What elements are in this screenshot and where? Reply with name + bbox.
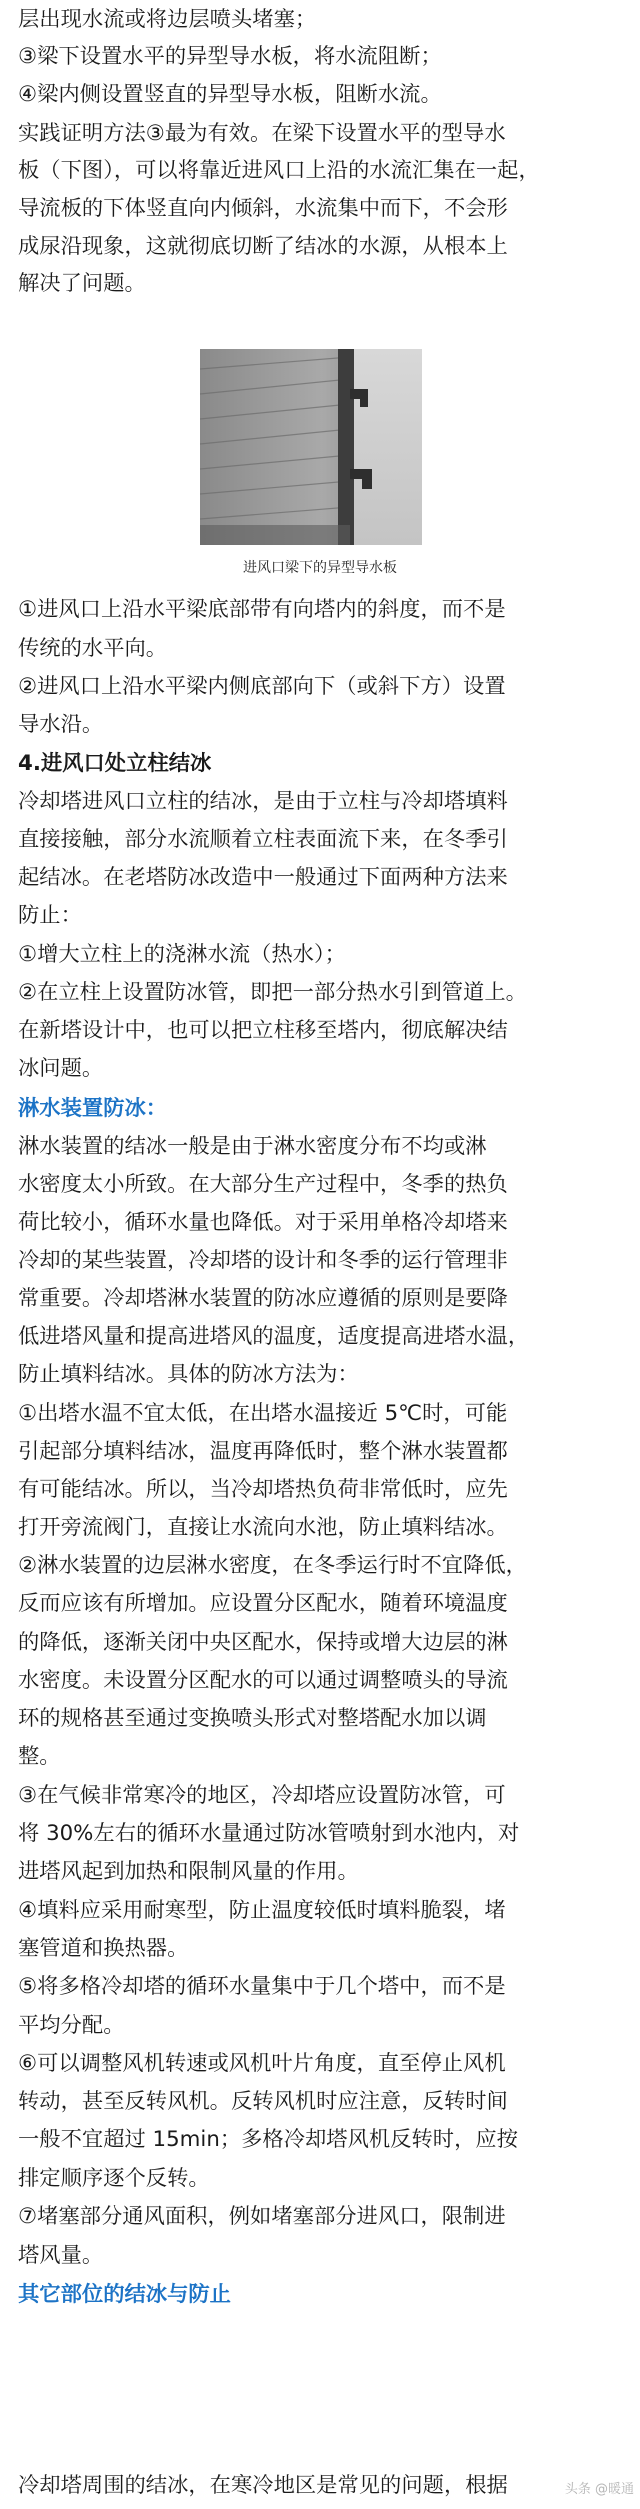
paragraph-line: 排定顺序逐个反转。 xyxy=(18,2166,210,2191)
paragraph-line: 有可能结冰。所以，当冷却塔热负荷非常低时，应先 xyxy=(18,1477,508,1502)
paragraph-line: ⑦堵塞部分通风面积，例如堵塞部分进风口，限制进 xyxy=(18,2204,506,2229)
paragraph-line: 防止填料结冰。具体的防冰方法为： xyxy=(18,1362,359,1387)
paragraph-line: ①进风口上沿水平梁底部带有向塔内的斜度，而不是 xyxy=(18,597,506,622)
paragraph-line: 在新塔设计中，也可以把立柱移至塔内，彻底解决结 xyxy=(18,1018,508,1043)
paragraph-line: ②进风口上沿水平梁内侧底部向下（或斜下方）设置 xyxy=(18,674,506,699)
paragraph-line: 反而应该有所增加。应设置分区配水，随着环境温度 xyxy=(18,1591,508,1616)
paragraph-line: ②在立柱上设置防冰管，即把一部分热水引到管道上。 xyxy=(18,980,527,1005)
section-heading-blue: 其它部位的结冰与防止 xyxy=(18,2282,231,2307)
section-heading: 4.进风口处立柱结冰 xyxy=(18,751,212,776)
paragraph-line: 塞管道和换热器。 xyxy=(18,1936,189,1961)
guide-plate-photo xyxy=(200,349,422,545)
paragraph-line: ①出塔水温不宜太低，在出塔水温接近 5℃时，可能 xyxy=(18,1401,508,1426)
paragraph-line: ③在气候非常寒冷的地区，冷却塔应设置防冰管，可 xyxy=(18,1783,506,1808)
paragraph-line: 打开旁流阀门，直接让水流向水池，防止填料结冰。 xyxy=(18,1515,508,1540)
paragraph-line: 一般不宜超过 15min；多格冷却塔风机反转时，应按 xyxy=(18,2127,518,2152)
paragraph-line: 传统的水平向。 xyxy=(18,636,168,661)
paragraph-line: 低进塔风量和提高进塔风的温度，适度提高进塔水温， xyxy=(18,1324,530,1349)
paragraph-line: 荷比较小，循环水量也降低。对于采用单格冷却塔来 xyxy=(18,1210,508,1235)
paragraph-line: ⑥可以调整风机转速或风机叶片角度，直至停止风机 xyxy=(18,2051,506,2076)
paragraph-line: 引起部分填料结冰，温度再降低时，整个淋水装置都 xyxy=(18,1439,508,1464)
paragraph-line: 冷却的某些装置，冷却塔的设计和冬季的运行管理非 xyxy=(18,1248,508,1273)
paragraph-line: 环的规格甚至通过变换喷头形式对整塔配水加以调 xyxy=(18,1706,487,1731)
paragraph-line: 导流板的下体竖直向内倾斜，水流集中而下，不会形 xyxy=(18,196,508,221)
paragraph-line: 塔风量。 xyxy=(18,2243,104,2268)
paragraph-line: 淋水装置的结冰一般是由于淋水密度分布不均或淋 xyxy=(18,1134,487,1159)
paragraph-line: 进塔风起到加热和限制风量的作用。 xyxy=(18,1859,359,1884)
paragraph-line: ④填料应采用耐寒型，防止温度较低时填料脆裂，堵 xyxy=(18,1898,506,1923)
section-heading-blue: 淋水装置防冰： xyxy=(18,1096,168,1121)
paragraph-line: ②淋水装置的边层淋水密度，在冬季运行时不宜降低， xyxy=(18,1553,527,1578)
paragraph-line: 解决了问题。 xyxy=(18,271,146,296)
paragraph-line: 转动，甚至反转风机。反转风机时应注意，反转时间 xyxy=(18,2089,508,2114)
beam-guide-plate-image xyxy=(200,349,422,545)
paragraph-line: 直接接触，部分水流顺着立柱表面流下来，在冬季引 xyxy=(18,827,508,852)
paragraph-line: ④梁内侧设置竖直的异型导水板，阻断水流。 xyxy=(18,82,442,107)
paragraph-line: ①增大立柱上的浇淋水流（热水）； xyxy=(18,942,346,967)
paragraph-line: 起结冰。在老塔防冰改造中一般通过下面两种方法来 xyxy=(18,865,508,890)
paragraph-line: 整。 xyxy=(18,1744,61,1769)
paragraph-line: 板（下图），可以将靠近进风口上沿的水流汇集在一起， xyxy=(18,158,540,183)
paragraph-line: 冷却塔周围的结冰，在寒冷地区是常见的问题，根据 xyxy=(18,2473,508,2498)
paragraph-line: 实践证明方法③最为有效。在梁下设置水平的型导水 xyxy=(18,121,506,146)
watermark: 头条 @暖通 xyxy=(564,2482,634,2497)
paragraph-line: 水密度太小所致。在大部分生产过程中，冬季的热负 xyxy=(18,1172,508,1197)
paragraph-line: 常重要。冷却塔淋水装置的防冰应遵循的原则是要降 xyxy=(18,1286,508,1311)
paragraph-line: 水密度。未设置分区配水的可以通过调整喷头的导流 xyxy=(18,1668,508,1693)
paragraph-line: 冷却塔进风口立柱的结冰，是由于立柱与冷却塔填料 xyxy=(18,789,508,814)
paragraph-line: 层出现水流或将边层喷头堵塞； xyxy=(18,7,317,32)
paragraph-line: ③梁下设置水平的异型导水板，将水流阻断； xyxy=(18,44,442,69)
paragraph-line: 平均分配。 xyxy=(18,2013,125,2038)
paragraph-line: 导水沿。 xyxy=(18,712,104,737)
paragraph-line: 成尿沿现象，这就彻底切断了结冰的水源，从根本上 xyxy=(18,234,508,259)
paragraph-line: 冰问题。 xyxy=(18,1056,104,1081)
figure-caption: 进风口梁下的异型导水板 xyxy=(243,560,397,576)
paragraph-line: 将 30%左右的循环水量通过防冰管喷射到水池内，对 xyxy=(18,1821,520,1846)
paragraph-line: 的降低，逐渐关闭中央区配水，保持或增大边层的淋 xyxy=(18,1630,508,1655)
paragraph-line: ⑤将多格冷却塔的循环水量集中于几个塔中，而不是 xyxy=(18,1974,506,1999)
paragraph-line: 防止： xyxy=(18,903,82,928)
